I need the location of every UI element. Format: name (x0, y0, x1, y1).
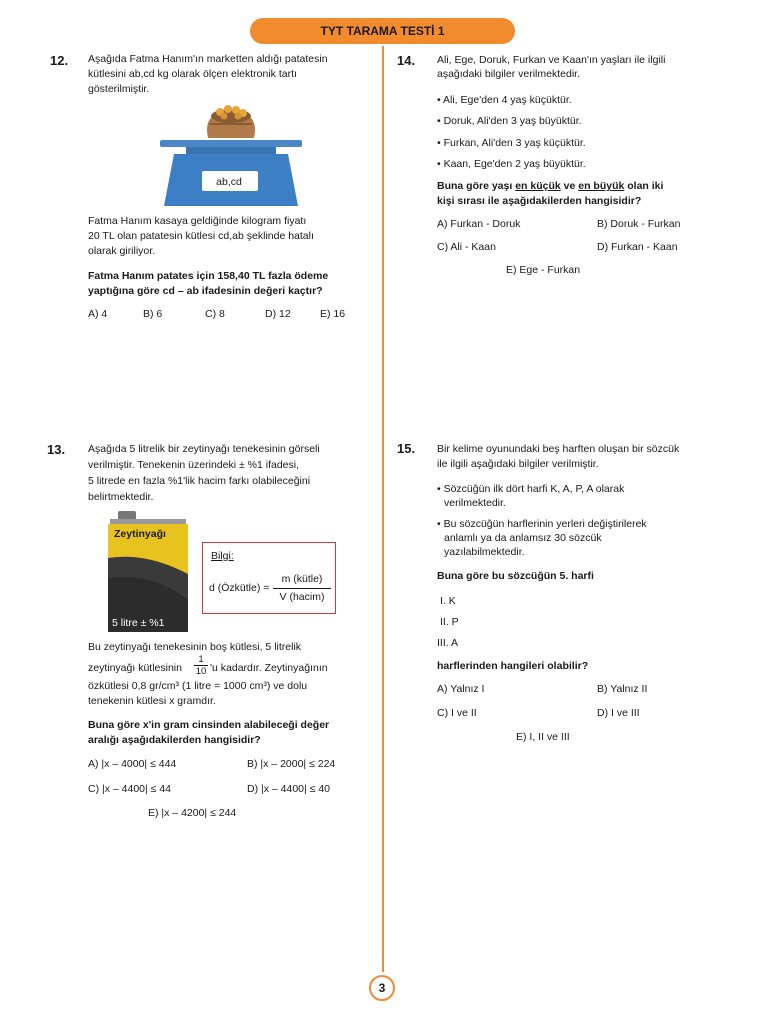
q14-option-b[interactable]: B) Doruk - Furkan (597, 218, 681, 230)
q15-option-a[interactable]: A) Yalnız I (437, 683, 485, 695)
q15-bullet-2-line-1: • Bu sözcüğün harflerinin yerleri değiştirilerek (437, 518, 647, 530)
q13-body-line-2a: zeytinyağı kütlesinin (88, 662, 182, 674)
q12-intro-line-1: Aşağıda Fatma Hanım'ın marketten aldığı patatesin (88, 53, 328, 65)
fraction-denominator: 10 (195, 666, 207, 677)
fraction-numerator: 1 (198, 654, 204, 665)
can-label: Zeytinyağı (114, 528, 166, 540)
q12-option-a[interactable]: A) 4 (88, 308, 108, 320)
q12-option-e[interactable]: E) 16 (320, 308, 346, 320)
q13-question-line-1: Buna göre x'in gram cinsinden alabileceği değer (88, 719, 330, 731)
q14-bullet-1: • Ali, Ege'den 4 yaş küçüktür. (437, 94, 572, 106)
page-title: TYT TARAMA TESTİ 1 (250, 18, 515, 44)
q15-roman-3: III. A (437, 637, 459, 649)
q12-intro-line-2: kütlesini ab,cd kg olarak ölçen elektronik tartı (88, 68, 297, 80)
q15-option-b[interactable]: B) Yalnız II (597, 683, 648, 695)
q14-option-c[interactable]: C) Ali - Kaan (437, 241, 496, 253)
question-number-12: 12. (50, 53, 69, 68)
q13-question-line-2: aralığı aşağıdakilerden hangisidir? (88, 734, 261, 746)
q12-option-b[interactable]: B) 6 (143, 308, 163, 320)
q15-option-c[interactable]: C) I ve II (437, 707, 477, 719)
question-number-13: 13. (47, 442, 66, 457)
q13-body-line-3: özkütlesi 0,8 gr/cm³ (1 litre = 1000 cm³) ve dolu (88, 680, 308, 692)
q14-question-underline-1: en küçük (515, 180, 561, 192)
q14-intro-line-2: aşağıdaki bilgiler verilmektedir. (437, 68, 580, 80)
q15-intro-line-1: Bir kelime oyunundaki beş harften oluşan bir sözcük (437, 443, 680, 455)
question-number-14: 14. (397, 53, 416, 68)
q15-option-e[interactable]: E) I, II ve III (516, 731, 570, 743)
q12-intro-line-3: gösterilmiştir. (88, 83, 150, 95)
info-formula-denominator: V (hacim) (279, 591, 325, 603)
q13-option-c[interactable]: C) |x – 4400| ≤ 44 (88, 783, 172, 795)
q15-bullet-1-line-1: • Sözcüğün ilk dört harfi K, A, P, A olarak (437, 483, 625, 495)
q12-question-line-1: Fatma Hanım patates için 158,40 TL fazla ödeme (88, 270, 329, 282)
q12-body-line-1: Fatma Hanım kasaya geldiğinde kilogram fiyatı (88, 215, 307, 227)
q14-question-line-1 (437, 179, 663, 194)
q14-bullet-3: • Furkan, Ali'den 3 yaş küçüktür. (437, 137, 586, 149)
potato-sack-icon (207, 105, 255, 138)
electronic-scale-icon (158, 98, 304, 210)
q13-intro-line-4: belirtmektedir. (88, 491, 154, 503)
q12-option-c[interactable]: C) 8 (205, 308, 225, 320)
q14-option-d[interactable]: D) Furkan - Kaan (597, 241, 678, 253)
q13-body-line-4: tenekenin kütlesi x gramdır. (88, 695, 216, 707)
q12-body-line-2: 20 TL olan patatesin kütlesi cd,ab şeklinde hatalı (88, 230, 314, 242)
q15-bullet-2-line-2: anlamlı ya da anlamsız 30 sözcük (444, 532, 602, 544)
q15-question-line-1: Buna göre bu sözcüğün 5. harfi (437, 570, 594, 582)
q15-option-d[interactable]: D) I ve III (597, 707, 640, 719)
info-formula-numerator: m (kütle) (281, 573, 323, 585)
q12-option-d[interactable]: D) 12 (265, 308, 291, 320)
q14-intro-line-1: Ali, Ege, Doruk, Furkan ve Kaan'ın yaşları ile ilgili (437, 54, 666, 66)
q13-intro-line-3: 5 litrede en fazla %1'lik hacim farkı olabileceğini (88, 475, 311, 487)
q13-body-line-1: Bu zeytinyağı tenekesinin boş kütlesi, 5 litrelik (88, 641, 302, 653)
q12-body-line-3: olarak giriliyor. (88, 245, 156, 257)
info-title: Bilgi: (211, 550, 234, 562)
q14-question-part-a: Buna göre yaşı (437, 180, 516, 192)
q13-option-d[interactable]: D) |x – 4400| ≤ 40 (247, 783, 331, 795)
q14-question-underline-2: en büyük (578, 180, 625, 192)
fraction-bar (273, 588, 331, 589)
q15-roman-2: II. P (440, 616, 459, 628)
q14-question-part-c: olan iki (624, 180, 664, 192)
q15-question-line-2: harflerinden hangileri olabilir? (437, 660, 589, 672)
question-number-15: 15. (397, 441, 416, 456)
q13-intro-line-1: Aşağıda 5 litrelik bir zeytinyağı tenekesinin görseli (88, 443, 320, 455)
q13-option-e[interactable]: E) |x – 4200| ≤ 244 (148, 807, 237, 819)
q13-option-b[interactable]: B) |x – 2000| ≤ 224 (247, 758, 336, 770)
info-formula-lhs: d (Özkütle) = (209, 582, 270, 594)
q15-bullet-2-line-3: yazılabilmektedir. (444, 546, 525, 558)
q12-question-line-2: yaptığına göre cd – ab ifadesinin değeri kaçtır? (88, 285, 323, 297)
q14-option-a[interactable]: A) Furkan - Doruk (437, 218, 521, 230)
q15-bullet-1-line-2: verilmektedir. (444, 497, 506, 509)
q13-option-a[interactable]: A) |x – 4000| ≤ 444 (88, 758, 177, 770)
page-number: 3 (369, 975, 395, 1001)
q14-bullet-2: • Doruk, Ali'den 3 yaş büyüktür. (437, 115, 582, 127)
column-divider (382, 46, 384, 972)
q14-bullet-4: • Kaan, Ege'den 2 yaş büyüktür. (437, 158, 586, 170)
q14-question-part-b: ve (560, 180, 579, 192)
q14-option-e[interactable]: E) Ege - Furkan (506, 264, 581, 276)
q14-question-line-2: kişi sırası ile aşağıdakilerden hangisidir? (437, 195, 642, 207)
q15-roman-1: I. K (440, 595, 456, 607)
q15-intro-line-2: ile ilgili aşağıdaki bilgiler verilmiştir. (437, 458, 599, 470)
q13-intro-line-2: verilmiştir. Tenekenin üzerindeki ± %1 ifadesi, (88, 459, 299, 471)
scale-display: ab,cd (216, 176, 242, 188)
can-volume-label: 5 litre ± %1 (112, 617, 165, 629)
info-box (202, 542, 336, 614)
q13-body-line-2b: 'u kadardır. Zeytinyağının (210, 662, 328, 674)
